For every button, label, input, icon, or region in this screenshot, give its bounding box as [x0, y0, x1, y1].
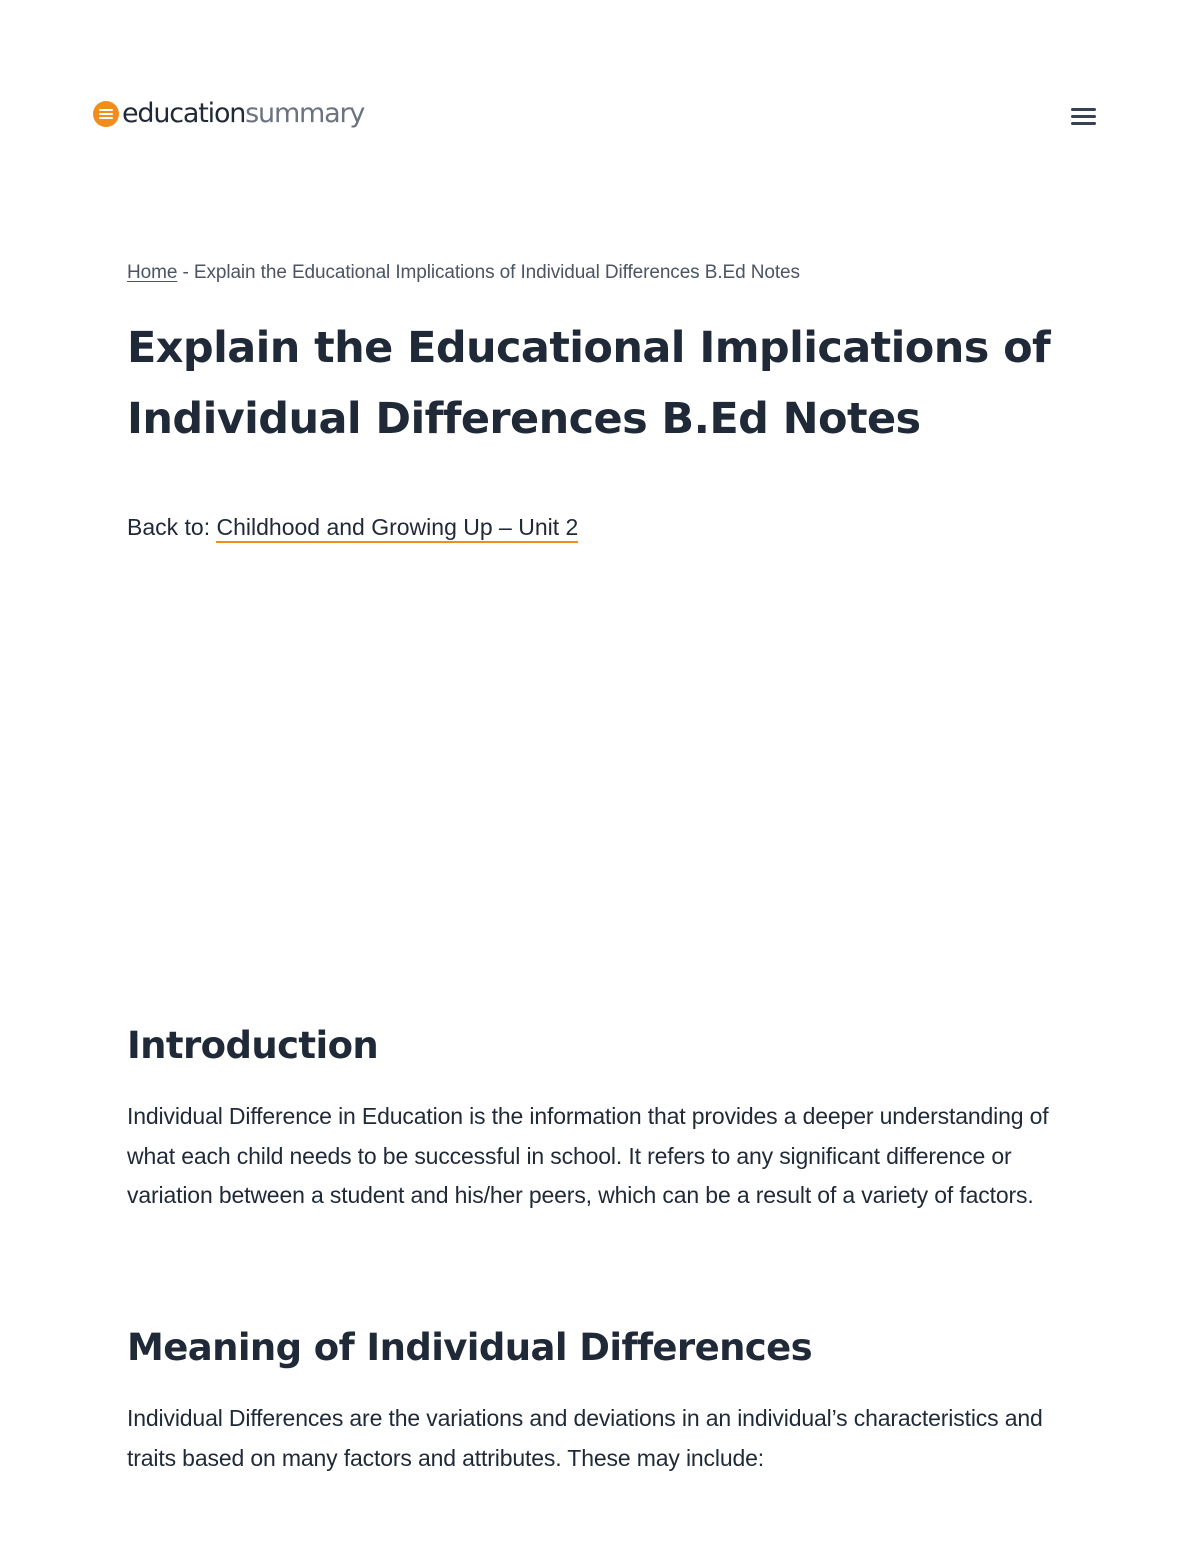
back-to-label: Back to:	[127, 514, 217, 540]
logo-text	[122, 100, 364, 127]
ad-placeholder	[127, 560, 1077, 1000]
logo-text-strong: education	[122, 98, 246, 129]
section-body: Individual Difference in Education is the information that provides a deeper understanding of what each child needs to be successful in school. It refers to any significant difference or variation between a student and his/her peers, which can be a result of a variety of factors.	[127, 1103, 1049, 1209]
breadcrumb-home-link[interactable]: Home	[127, 262, 178, 283]
section-body: Individual Differences are the variations and deviations in an individual’s characteristics and traits based on many factors and attributes. These may include:	[127, 1405, 1043, 1471]
menu-button[interactable]	[1066, 101, 1100, 131]
back-to	[127, 510, 1077, 544]
section-meaning	[127, 1324, 1087, 1478]
section-heading: Meaning of Individual Differences	[127, 1326, 813, 1369]
breadcrumb-separator: -	[177, 262, 194, 283]
page-title: Explain the Educational Implications of Individual Differences B.Ed Notes	[127, 323, 1051, 444]
site-header	[0, 0, 1200, 230]
back-to-link[interactable]: Childhood and Growing Up – Unit 2	[216, 514, 578, 543]
article-content	[127, 258, 1077, 544]
logo-text-light: summary	[245, 98, 365, 129]
section-introduction	[127, 1022, 1087, 1216]
section-heading: Introduction	[127, 1024, 379, 1067]
breadcrumb	[127, 258, 1077, 288]
breadcrumb-current: Explain the Educational Implications of Individual Differences B.Ed Notes	[193, 262, 800, 283]
logo-mark-icon	[93, 101, 119, 127]
site-logo[interactable]	[93, 100, 364, 127]
